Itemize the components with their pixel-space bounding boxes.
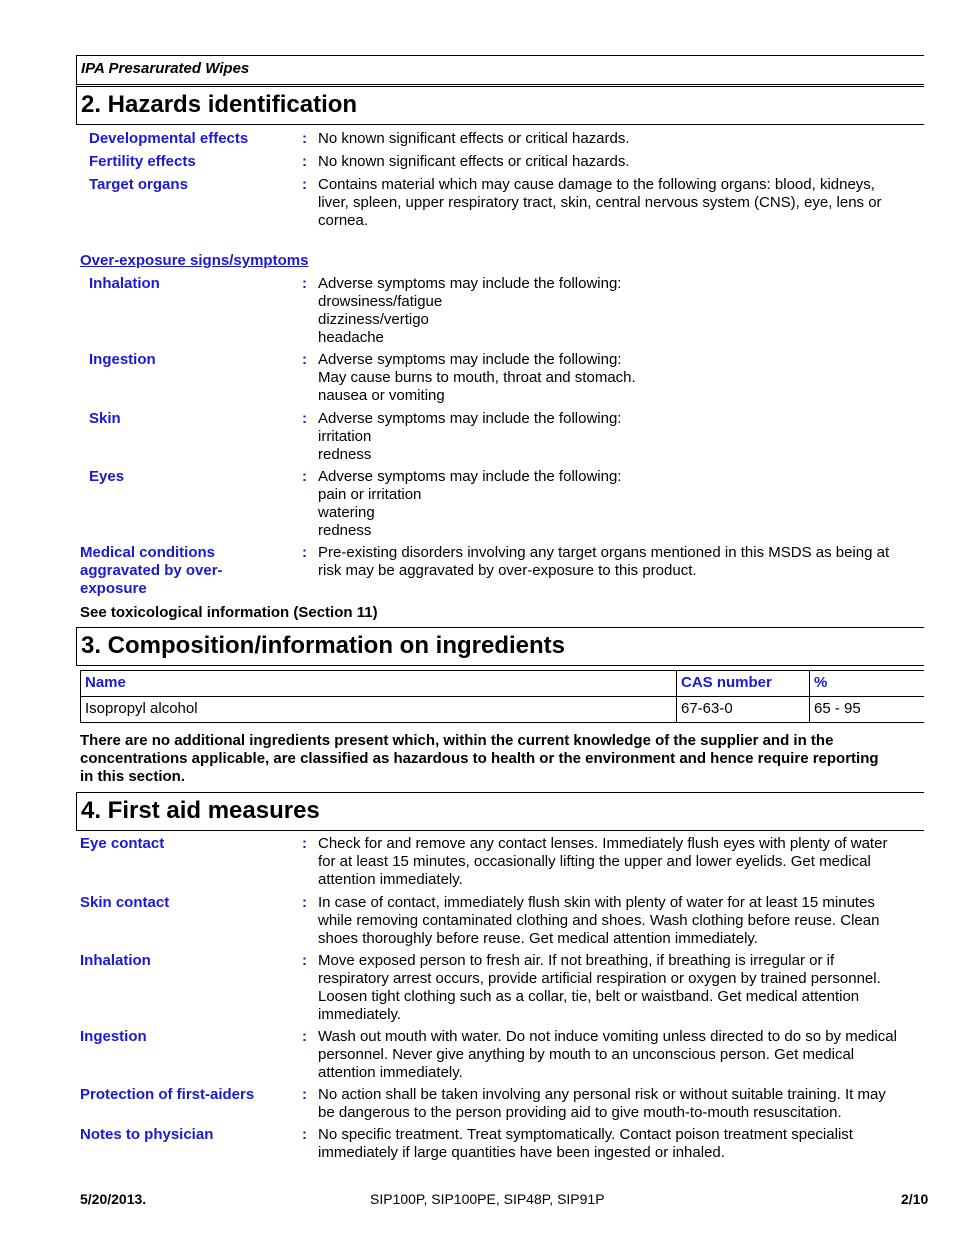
value-line: Wash out mouth with water. Do not induce vomiting unless directed to do so by medical	[318, 1028, 897, 1045]
value-line: irritation	[318, 428, 372, 445]
value-line: Adverse symptoms may include the following:	[318, 410, 622, 427]
target-organs-value	[318, 176, 923, 230]
value-line: liver, spleen, upper respiratory tract, skin, central nervous system (CNS), eye, lens or	[318, 194, 882, 211]
colon: :	[302, 468, 307, 485]
note-line: concentrations applicable, are classified as hazardous to health or the environment and hence require reporting	[80, 750, 879, 767]
notes-to-physician-label: Notes to physician	[80, 1126, 214, 1143]
skin-contact-value	[318, 894, 923, 948]
section-4-header	[76, 792, 924, 831]
value-line: No specific treatment. Treat symptomatically. Contact poison treatment specialist	[318, 1126, 853, 1143]
value-line: attention immediately.	[318, 871, 463, 888]
value-line: In case of contact, immediately flush skin with plenty of water for at least 15 minutes	[318, 894, 875, 911]
target-organs-label: Target organs	[89, 176, 188, 193]
value-line: cornea.	[318, 212, 369, 229]
value-line: Adverse symptoms may include the following:	[318, 275, 622, 292]
composition-note	[80, 732, 879, 786]
value-line: personnel. Never give anything by mouth to an unconscious person. Get medical	[318, 1046, 855, 1063]
colon: :	[302, 1028, 307, 1045]
value-line: respiratory arrest occurs, provide artificial respiration or oxygen by trained personnel.	[318, 970, 881, 987]
column-header-percent: %	[810, 671, 925, 697]
page-number-text: 2/10	[901, 1191, 929, 1207]
symptom-eyes-label: Eyes	[89, 468, 125, 485]
see-toxicological-note: See toxicological information (Section 11)	[80, 604, 378, 621]
developmental-effects-value	[318, 130, 923, 148]
skin-contact-label: Skin contact	[80, 894, 170, 911]
value-line: Adverse symptoms may include the following:	[318, 468, 622, 485]
value-line: Check for and remove any contact lenses. Immediately flush eyes with plenty of water	[318, 835, 888, 852]
note-line: There are no additional ingredients present which, within the current knowledge of the supplier and in the	[80, 732, 834, 749]
value-line: redness	[318, 446, 372, 463]
colon: :	[302, 130, 307, 147]
ingredient-cas: 67-63-0	[677, 697, 810, 723]
section-3-title: 3. Composition/information on ingredients	[81, 632, 565, 659]
value-line: immediately if large quantities have been ingested or inhaled.	[318, 1144, 725, 1161]
eye-contact-label: Eye contact	[80, 835, 165, 852]
label-line: aggravated by over-	[80, 562, 223, 579]
value-line: headache	[318, 329, 384, 346]
column-header-cas: CAS number	[677, 671, 810, 697]
value-line: No action shall be taken involving any personal risk or without suitable training. It may	[318, 1086, 886, 1103]
value-line: May cause burns to mouth, throat and stomach.	[318, 369, 636, 386]
value-line: drowsiness/fatigue	[318, 293, 443, 310]
value-line: No known significant effects or critical hazards.	[318, 130, 630, 147]
section-3-header	[76, 627, 924, 666]
colon: :	[302, 952, 307, 969]
value-line: Contains material which may cause damage to the following organs: blood, kidneys,	[318, 176, 875, 193]
ingestion-value	[318, 1028, 923, 1082]
label-line: Medical conditions	[80, 544, 216, 561]
colon: :	[302, 894, 307, 911]
ingestion-label: Ingestion	[80, 1028, 147, 1045]
ingredients-table	[80, 670, 924, 723]
column-header-name: Name	[81, 671, 677, 697]
value-line: attention immediately.	[318, 1064, 463, 1081]
product-name: IPA Presarurated Wipes	[81, 60, 250, 77]
inhalation-value	[318, 952, 923, 1024]
colon: :	[302, 1126, 307, 1143]
symptom-skin-value	[318, 410, 923, 464]
medical-conditions-label	[80, 544, 223, 598]
developmental-effects-label: Developmental effects	[89, 130, 249, 147]
value-line: Move exposed person to fresh air. If not breathing, if breathing is irregular or if	[318, 952, 835, 969]
value-line: dizziness/vertigo	[318, 311, 429, 328]
table-row	[81, 697, 925, 723]
colon: :	[302, 835, 307, 852]
footer-date: 5/20/2013.	[80, 1191, 147, 1207]
product-header	[76, 55, 924, 85]
colon: :	[302, 275, 307, 292]
medical-conditions-value	[318, 544, 923, 580]
section-4-title: 4. First aid measures	[81, 797, 320, 824]
footer-product-codes: SIP100P, SIP100PE, SIP48P, SIP91P	[370, 1191, 605, 1207]
value-line: risk may be aggravated by over-exposure to this product.	[318, 562, 697, 579]
protection-first-aiders-label: Protection of first-aiders	[80, 1086, 255, 1103]
inhalation-label: Inhalation	[80, 952, 151, 969]
overexposure-heading: Over-exposure signs/symptoms	[80, 252, 309, 269]
value-line: be dangerous to the person providing aid to give mouth-to-mouth resuscitation.	[318, 1104, 842, 1121]
symptom-inhalation-label: Inhalation	[89, 275, 160, 292]
fertility-effects-value	[318, 153, 923, 171]
ingredient-name: Isopropyl alcohol	[81, 697, 677, 723]
colon: :	[302, 410, 307, 427]
colon: :	[302, 1086, 307, 1103]
table-header-row	[81, 671, 925, 697]
fertility-effects-label: Fertility effects	[89, 153, 196, 170]
value-line: immediately.	[318, 1006, 402, 1023]
value-line: pain or irritation	[318, 486, 422, 503]
value-line: No known significant effects or critical hazards.	[318, 153, 630, 170]
colon: :	[302, 176, 307, 193]
value-line: while removing contaminated clothing and shoes. Wash clothing before reuse. Clean	[318, 912, 880, 929]
value-line: shoes thoroughly before reuse. Get medical attention immediately.	[318, 930, 758, 947]
notes-to-physician-value	[318, 1126, 923, 1162]
eye-contact-value	[318, 835, 923, 889]
symptom-skin-label: Skin	[89, 410, 121, 427]
protection-first-aiders-value	[318, 1086, 923, 1122]
value-line: Adverse symptoms may include the following:	[318, 351, 622, 368]
note-line: in this section.	[80, 768, 186, 785]
value-line: Pre-existing disorders involving any target organs mentioned in this MSDS as being at	[318, 544, 890, 561]
label-line: exposure	[80, 580, 147, 597]
colon: :	[302, 153, 307, 170]
value-line: for at least 15 minutes, occasionally lifting the upper and lower eyelids. Get medical	[318, 853, 871, 870]
value-line: nausea or vomiting	[318, 387, 445, 404]
section-2-header	[76, 86, 924, 125]
value-line: watering	[318, 504, 375, 521]
section-2-title: 2. Hazards identification	[81, 91, 358, 118]
value-line: Loosen tight clothing such as a collar, tie, belt or waistband. Get medical attention	[318, 988, 860, 1005]
colon: :	[302, 544, 307, 561]
symptom-inhalation-value	[318, 275, 923, 347]
colon: :	[302, 351, 307, 368]
ingredient-percent: 65 - 95	[810, 697, 925, 723]
symptom-eyes-value	[318, 468, 923, 540]
symptom-ingestion-value	[318, 351, 923, 405]
footer-page-number	[901, 1191, 929, 1207]
symptom-ingestion-label: Ingestion	[89, 351, 156, 368]
value-line: redness	[318, 522, 372, 539]
